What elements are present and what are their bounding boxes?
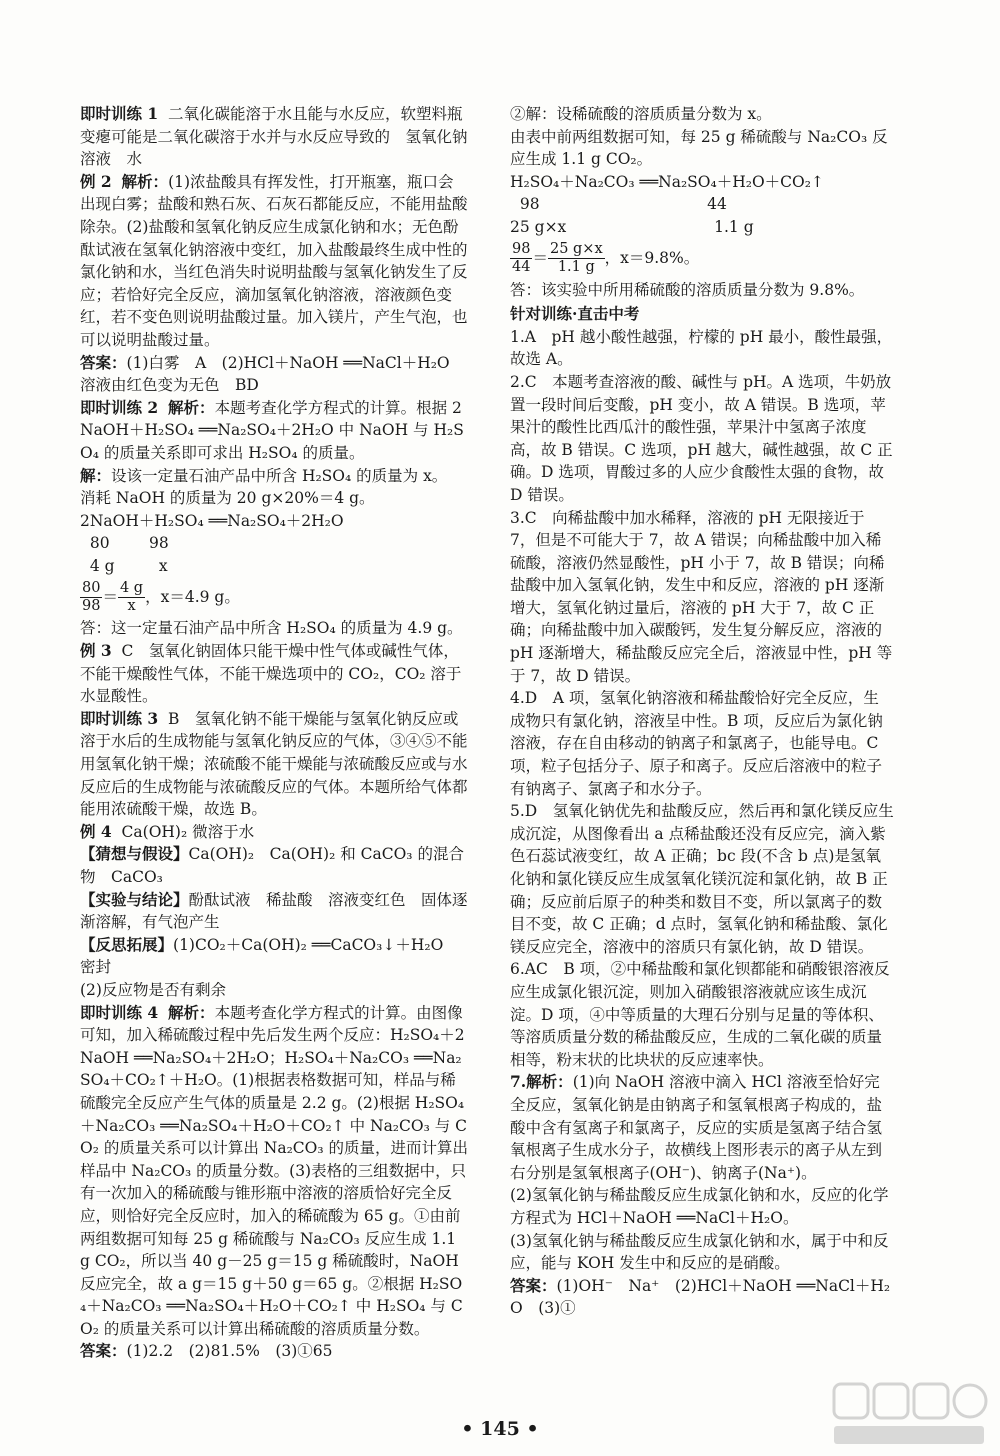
training-2-line1: 消耗 NaOH 的质量为 20 g×20%＝4 g。 bbox=[80, 489, 375, 508]
r-explain: 由表中前两组数据可知，每 25 g 稀硫酸与 Na₂CO₃ 反应生成 1.1 g CO₂。 bbox=[510, 127, 888, 169]
fraction-denominator: 1.1 g bbox=[557, 259, 595, 276]
solve-label: 解： bbox=[80, 465, 112, 485]
training-1 bbox=[80, 103, 468, 171]
example-2-answer bbox=[80, 352, 468, 397]
page-number: • 145 • bbox=[461, 1418, 539, 1440]
training-4-analysis-label: 解析： bbox=[168, 1002, 215, 1022]
r-proportion: $\frac{98}{44}$ ＝ $\frac{25 g\times x}{1.1 g}$ ，x＝9.8%。 bbox=[512, 241, 700, 276]
training-2-answer: 答：这一定量石油产品中所含 H₂SO₄ 的质量为 4.9 g。 bbox=[80, 619, 463, 638]
experiment-text: 酚酞试液 稀盐酸 溶液变红色 固体逐渐溶解，有气泡产生 bbox=[80, 890, 468, 932]
fraction bbox=[118, 580, 145, 615]
watermark-logo-icon bbox=[830, 1380, 990, 1450]
fraction-result: ，x＝4.9 g。 bbox=[145, 588, 240, 607]
training-4 bbox=[80, 1002, 468, 1341]
fraction-denominator: 44 bbox=[512, 259, 531, 276]
training-4-text: 本题考查化学方程式的计算。由图像可知，加入稀硫酸过程中先后发生两个反应：H₂SO₄＋2NaOH ══Na₂SO₄＋2H₂O；H₂SO₄＋Na₂CO₃ ══Na₂SO₄＋CO₂↑＋H₂O。(1)根据表格数据可知，样品与稀硫酸完全反应产生气体的质量是 2.2 g。(2)根据 H₂SO₄＋Na₂CO₃ ══Na₂SO₄＋H₂O＋CO₂↑ 中 Na₂CO₃ 与 CO₂ 的质量关系可以计算出 Na₂CO₃ 的质量，进而计算出样品中 Na₂CO₃ 的质量分数。(3)表格的三组数据中，只有一次加入的稀硫酸与锥形瓶中溶液的溶质恰好完全反应，则恰好完全反应时，加入的稀硫酸为 65 g。①由前两组数据可知每 25 g 稀硫酸与 Na₂CO₃ 反应生成 1.1 g CO₂，所以当 40 g－25 g＝15 g 稀硫酸时，NaOH 反应完全，故 a g＝15 g＋50 g＝65 g。②根据 H₂SO₄＋Na₂CO₃ ══Na₂SO₄＋H₂O＋CO₂↑ 中 H₂SO₄ 与 CO₂ 的质量关系可以计算出稀硫酸的溶质质量分数。 bbox=[80, 1003, 469, 1338]
training-2-text: 本题考查化学方程式的计算。根据 2NaOH＋H₂SO₄ ══Na₂SO₄＋2H₂O 中 NaOH 与 H₂SO₄ 的质量关系即可求出 H₂SO₄ 的质量。 bbox=[80, 398, 464, 462]
example-2-analysis-label: 解析： bbox=[121, 171, 169, 191]
training-3-label: 即时训练 3 bbox=[80, 708, 159, 728]
question-7-label: 7.解析： bbox=[510, 1072, 573, 1092]
question-7 bbox=[510, 1071, 894, 1184]
r-equation: H₂SO₄＋Na₂CO₃ ══Na₂SO₄＋H₂O＋CO₂↑ bbox=[510, 172, 824, 191]
fraction-denominator: x bbox=[127, 597, 136, 614]
fraction bbox=[80, 580, 102, 615]
question-7-answer bbox=[510, 1275, 894, 1320]
example-2 bbox=[80, 171, 468, 352]
fraction-result: ，x＝9.8%。 bbox=[604, 249, 700, 268]
question-7-part-2: (2)氢氧化钠与稀盐酸反应生成氯化钠和水，反应的化学方程式为 HCl＋NaOH ══NaCl＋H₂O。 bbox=[510, 1186, 889, 1227]
training-2-solve-text: 设该一定量石油产品中所含 H₂SO₄ 的质量为 x。 bbox=[111, 466, 448, 485]
answer-label: 答案： bbox=[510, 1275, 557, 1295]
fraction-numerator: 25 g×x bbox=[549, 241, 603, 258]
question-7-answer-text: (1)OH⁻ Na⁺ (2)HCl＋NaOH ══NaCl＋H₂O (3)① bbox=[510, 1276, 891, 1318]
example-4-label: 例 4 bbox=[80, 821, 112, 841]
example-3 bbox=[80, 640, 468, 708]
training-2-mass-row-1: 80 98 bbox=[80, 534, 169, 553]
r-mass-row-1: 98 44 bbox=[510, 195, 727, 214]
question-7-text: (1)向 NaOH 溶液中滴入 HCl 溶液至恰好完全反应，氢氧化钠是由钠离子和氢氧根离子构成的，盐酸中含有氢离子和氯离子，反应的实质是氢离子结合氢氧根离子生成水分子，故横线上图形表示的离子从左到右分别是氢氧根离子(OH⁻)、钠离子(Na⁺)。 bbox=[510, 1073, 883, 1182]
training-3-text: B 氢氧化钠不能干燥能与氢氧化钠反应或溶于水后的生成物能与氢氧化钠反应的气体，③④⑤不能用氢氧化钠干燥；浓硫酸不能干燥能与浓硫酸反应或与水反应后的生成物能与浓硫酸反应的气体。本题所给气体都能用浓硫酸干燥，故选 B。 bbox=[80, 709, 468, 819]
question-6: 6.AC B 项，②中稀盐酸和氯化钡都能和硝酸银溶液反应生成氯化银沉淀，则加入硝酸银溶液就应该生成沉淀。D 项，④中等质量的大理石分别与足量的等体积、等溶质质量分数的稀盐酸反应，生成的二氧化碳的质量相等，粉末状的比块状的反应速率快。 bbox=[510, 960, 890, 1069]
reflection-label: 【反思拓展】 bbox=[80, 934, 174, 954]
training-2-label: 即时训练 2 bbox=[80, 397, 159, 417]
example-3-text: C 氢氧化钠固体只能干燥中性气体或碱性气体，不能干燥酸性气体，不能干燥选项中的 CO₂，CO₂ 溶于水显酸性。 bbox=[80, 642, 462, 706]
example-4-reflection bbox=[80, 934, 468, 979]
question-5: 5.D 氢氧化钠优先和盐酸反应，然后再和氯化镁反应生成沉淀，从图像看出 a 点稀盐酸还没有反应完，滴入紫色石蕊试液变红，故 A 正确；bc 段(不含 b 点)是氢氧化钠和氯化镁反应生成氢氧化镁沉淀和氯化钠，故 B 正确；反应前后原子的种类和数目不变，所以氯离子的数目不变，故 C 正确；d 点时，氢氧化钠和稀盐酸、氯化镁反应完全，溶液中的溶质只有氯化钠，故 D 错误。 bbox=[510, 802, 894, 956]
training-2-mass-row-2: 4 g x bbox=[80, 556, 168, 575]
answer-label: 答案： bbox=[80, 352, 127, 372]
training-2-proportion: $\frac{80}{98}$ ＝ $\frac{4 g}{x}$ ，x＝4.9 g。 bbox=[82, 579, 240, 614]
example-2-label: 例 2 bbox=[80, 171, 112, 191]
r-answer: 答：该实验中所用稀硫酸的溶质质量分数为 9.8%。 bbox=[510, 280, 865, 299]
training-1-label: 即时训练 1 bbox=[80, 104, 159, 123]
training-2 bbox=[80, 397, 468, 465]
training-4-answer-text: (1)2.2 (2)81.5% (3)①65 bbox=[126, 1342, 333, 1361]
watermark-logo bbox=[830, 1380, 990, 1450]
training-2-equation: 2NaOH＋H₂SO₄ ══Na₂SO₄＋2H₂O bbox=[80, 511, 344, 530]
question-2: 2.C 本题考查溶液的酸、碱性与 pH。A 选项，牛奶放置一段时间后变酸，pH 变小，故 A 错误。B 选项，苹果汁的酸性比西瓜汁的酸性强，苹果汁中氢离子浓度高，故 B 错误。C 选项，pH 越大，碱性越强，故 C 正确。D 选项，胃酸过多的人应少食酸性太强的食物，故 D 错误。 bbox=[510, 372, 893, 504]
training-3 bbox=[80, 708, 468, 821]
training-4-label: 即时训练 4 bbox=[80, 1002, 159, 1022]
fraction-numerator: 98 bbox=[512, 241, 531, 258]
example-4-experiment bbox=[80, 889, 468, 934]
question-7-part-3: (3)氢氧化钠与稀盐酸反应生成氯化钠和水，属于中和反应，能与 KOH 发生中和反应的是硝酸。 bbox=[510, 1231, 889, 1273]
question-4: 4.D A 项，氢氧化钠溶液和稀盐酸恰好完全反应，生成物只有氯化钠，溶液呈中性。B 项，反应后为氯化钠溶液，存在自由移动的钠离子和氯离子，也能导电。C 项，粒子包括分子、原子和离子。反应后溶液中的粒子有钠离子、氯离子和水分子。 bbox=[510, 689, 884, 798]
fraction bbox=[548, 241, 605, 276]
question-1: 1.A pH 越小酸性越强，柠檬的 pH 最小，酸性最强，故选 A。 bbox=[510, 327, 893, 369]
training-1-text: 二氧化碳能溶于水且能与水反应，软塑料瓶变瘪可能是二氧化碳溶于水并与水反应导致的 氢氧化钠溶液 水 bbox=[80, 105, 468, 169]
section-title: 针对训练·直击中考 bbox=[510, 304, 640, 324]
example-2-answer-text: (1)白雾 A (2)HCl＋NaOH ══NaCl＋H₂O 溶液由红色变为无色 BD bbox=[80, 353, 466, 395]
r-mass-row-2: 25 g×x 1.1 g bbox=[510, 217, 754, 236]
training-2-solve bbox=[80, 465, 468, 488]
fraction-numerator: 4 g bbox=[119, 579, 144, 596]
training-4-answer bbox=[80, 1340, 468, 1363]
experiment-label: 【实验与结论】 bbox=[80, 889, 189, 909]
example-4-guess bbox=[80, 843, 468, 888]
guess-text: Ca(OH)₂ Ca(OH)₂ 和 CaCO₃ 的混合物 CaCO₃ bbox=[80, 845, 464, 886]
fraction-numerator: 80 bbox=[82, 579, 101, 596]
right-column bbox=[510, 103, 894, 1320]
training-2-analysis-label: 解析： bbox=[168, 397, 215, 417]
question-3: 3.C 向稀盐酸中加水稀释，溶液的 pH 无限接近于 7，但是不可能大于 7，故 A 错误；向稀盐酸中加入稀硫酸，溶液仍然显酸性，pH 小于 7，故 B 错误；向稀盐酸中加入氢氧化钠，发生中和反应，溶液的 pH 逐渐增大，氢氧化钠过量后，溶液的 pH 大于 7，故 C 正确；向稀盐酸中加入碳酸钙，发生复分解反应，溶液的 pH 逐渐增大，稀盐酸反应完全后，溶液显中性，pH 等于 7，故 D 错误。 bbox=[510, 508, 893, 685]
r-solve: ②解：设稀硫酸的溶质质量分数为 x。 bbox=[510, 105, 772, 123]
fraction-denominator: 98 bbox=[82, 597, 101, 614]
fraction bbox=[510, 241, 532, 276]
answer-label: 答案： bbox=[80, 1341, 127, 1361]
example-4-text: Ca(OH)₂ 微溶于水 bbox=[111, 822, 255, 841]
reflection-text: (1)CO₂＋Ca(OH)₂ ══CaCO₃↓＋H₂O 密封 bbox=[80, 935, 459, 977]
example-4-reflection-2: (2)反应物是否有剩余 bbox=[80, 980, 226, 999]
example-2-text: (1)浓盐酸具有挥发性，打开瓶塞，瓶口会出现白雾；盐酸和熟石灰、石灰石都能反应，不能用盐酸除杂。(2)盐酸和氢氧化钠反应生成氯化钠和水；无色酚酞试液在氢氧化钠溶液中变红，加入盐酸最终生成中性的氯化钠和水，当红色消失时说明盐酸与氢氧化钠发生了反应；若恰好完全反应，滴加氢氧化钠溶液，溶液颜色变红，若不变色则说明盐酸过量。加入镁片，产生气泡，也可以说明盐酸过量。 bbox=[80, 172, 468, 349]
guess-label: 【猜想与假设】 bbox=[80, 844, 189, 864]
example-3-label: 例 3 bbox=[80, 641, 112, 661]
left-column bbox=[80, 103, 468, 1363]
example-4 bbox=[80, 821, 468, 844]
